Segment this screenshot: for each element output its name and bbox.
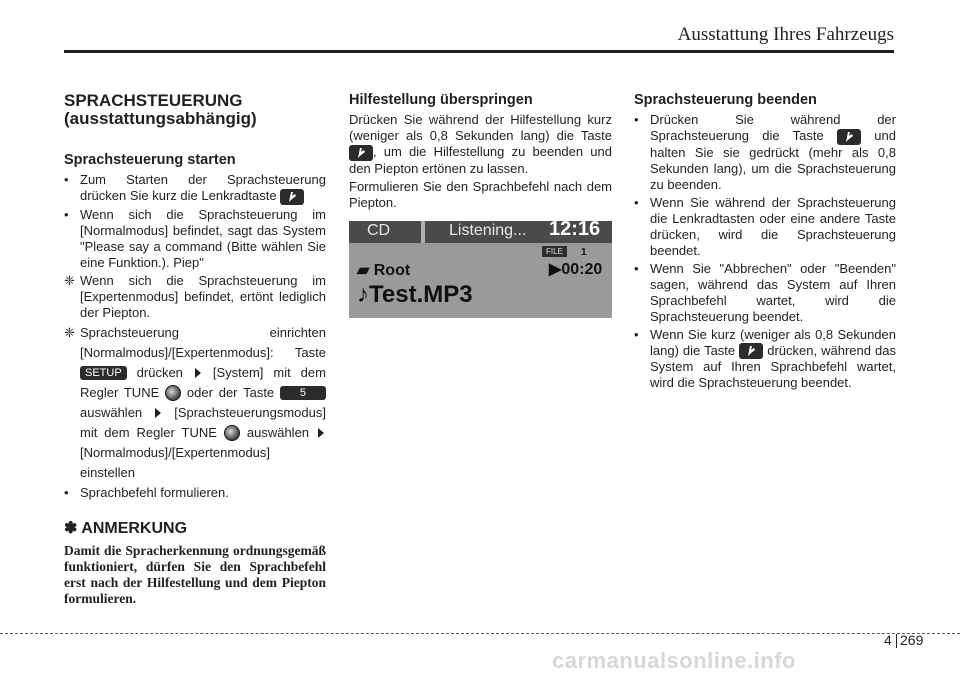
arrow-right-icon bbox=[155, 408, 161, 418]
item-text: Wenn Sie kurz (weniger als 0,8 Sekunden lang) die Taste bbox=[650, 326, 896, 358]
column-1 bbox=[64, 92, 326, 607]
section-title-line1: SPRACHSTEUERUNG bbox=[64, 91, 243, 110]
elapsed-time: 00:20 bbox=[561, 260, 603, 278]
arrow-right-icon bbox=[318, 428, 324, 438]
item-text: drücken bbox=[136, 364, 183, 380]
display-source: CD bbox=[367, 221, 391, 239]
chapter-number: 4 bbox=[884, 632, 892, 648]
page-separator bbox=[896, 634, 897, 648]
setup-key: SETUP bbox=[80, 366, 127, 380]
voice-key-icon bbox=[837, 129, 861, 145]
para-text: Drücken Sie während der Hilfestellung kurz (weniger als 0,8 Sekunden lang) die Taste bbox=[349, 112, 612, 143]
item-text: oder der Taste bbox=[186, 384, 275, 400]
paragraph: Formulieren Sie den Sprachbefehl nach dem Piepton. bbox=[349, 178, 612, 210]
list-item: • Sprachbefehl formulieren. bbox=[64, 484, 229, 500]
skip-help-heading: Hilfestellung überspringen bbox=[349, 92, 533, 108]
tune-knob-icon bbox=[224, 425, 240, 441]
display-file-number: 1 bbox=[581, 246, 587, 258]
item-text: Sprachbefehl formulieren. bbox=[80, 484, 229, 500]
item-text: [Normalmodus]/[Expertenmodus] einstellen bbox=[80, 444, 271, 480]
voice-key-icon bbox=[280, 189, 304, 205]
note-body: Damit die Spracherkennung ordnungsgemäß funktioniert, dürfen Sie den Sprachbefehl erst nach der Hilfestellung und dem Piepton formulieren. bbox=[64, 542, 326, 606]
list-item: • Wenn sich die Sprachsteuerung im [Normalmodus] befindet, sagt das System "Please say a command (Bitte wählen Sie eine Funktion.). Piep" bbox=[64, 206, 326, 270]
item-text: Wenn sich die Sprachsteuerung im [Normalmodus] befindet, sagt das System "Please say a command (Bitte wählen Sie eine Funktion.). Piep" bbox=[80, 206, 326, 270]
voice-key-icon bbox=[739, 343, 763, 359]
list-item: • Wenn Sie "Abbrechen" oder "Beenden" sagen, während das System auf Ihren Sprachbefehl wartet, wird die Sprachsteuerung beendet. bbox=[634, 260, 896, 324]
column-3 bbox=[634, 92, 896, 393]
display-file-label: FILE bbox=[542, 246, 567, 257]
display-divider bbox=[421, 221, 425, 243]
item-text: drücken, während das System auf Ihren Sprachbefehl wartet, wird die Sprachsteuerung beendet. bbox=[650, 342, 896, 391]
item-text: und halten Sie sie gedrückt (mehr als 0,8 Sekunden lang), um die Sprachsteuerung zu beenden. bbox=[650, 128, 896, 192]
display-listening: Listening... bbox=[449, 221, 527, 239]
watermark: carmanualsonline.info bbox=[552, 648, 796, 673]
display-track: ♪Test.MP3 bbox=[357, 280, 473, 308]
paragraph bbox=[349, 112, 612, 177]
item-text: [System] mit dem Regler TUNE bbox=[80, 364, 326, 400]
running-header-title: Ausstattung Ihres Fahrzeugs bbox=[677, 24, 894, 45]
list-item: • Wenn Sie kurz (weniger als 0,8 Sekunden lang) die Taste drücken, während das System auf Ihren Sprachbefehl wartet, wird die Sprachsteuerung beendet. bbox=[634, 326, 896, 391]
list-item: • Zum Starten der Sprachsteuerung drücken Sie kurz die Lenkradtaste bbox=[64, 172, 326, 203]
header-rule bbox=[64, 50, 894, 53]
item-text: Zum Starten der Sprachsteuerung drücken Sie kurz die Lenkradtaste bbox=[80, 172, 326, 203]
para-text: , um die Hilfestellung zu beenden und den Piepton ertönen zu lassen. bbox=[349, 144, 612, 176]
note-item: ❈ Sprachsteuerung einrichten [Normalmodus]/[Expertenmodus]: Taste SETUP drücken [System] mit dem Regler TUNE oder der Taste 5 auswählen [Sprachsteuerungsmodus] mit dem Regler TUNE auswählen [Normalmodus]/[Expertenmodus] einstellen bbox=[64, 324, 326, 480]
section-title bbox=[64, 92, 326, 128]
item-text: Wenn Sie während der Sprachsteuerung die Lenkradtasten oder eine andere Taste drücken, wird die Sprachsteuerung beendet. bbox=[650, 194, 896, 258]
section-title-line2: (ausstattungsabhängig) bbox=[64, 109, 257, 128]
item-text: [Sprachsteuerungsmodus] mit dem Regler TUNE bbox=[80, 404, 326, 440]
item-text: auswählen bbox=[246, 424, 310, 440]
track-name: Test.MP3 bbox=[369, 280, 473, 308]
item-text: Sprachsteuerung einrichten [Normalmodus]/[Expertenmodus]: Taste bbox=[80, 324, 326, 360]
list-item: • Drücken Sie während der Sprachsteuerung die Taste und halten Sie sie gedrückt (mehr als 0,8 Sekunden lang), um die Sprachsteuerung zu beenden. bbox=[634, 112, 896, 192]
arrow-right-icon bbox=[195, 368, 201, 378]
key-5: 5 bbox=[280, 386, 326, 400]
note-item: ❈ Wenn sich die Sprachsteuerung im [Expertenmodus] befindet, ertönt lediglich der Piepton. bbox=[64, 272, 326, 320]
item-text: auswählen bbox=[80, 404, 143, 420]
display-folder: ▰ Root bbox=[357, 261, 411, 279]
note-heading: ✽ ANMERKUNG bbox=[64, 519, 188, 537]
display-clock: 12:16 bbox=[549, 220, 601, 240]
display-elapsed: ▶00:20 bbox=[549, 260, 603, 278]
item-text: Wenn Sie "Abbrechen" oder "Beenden" sagen, während das System auf Ihren Sprachbefehl wartet, wird die Sprachsteuerung beendet. bbox=[650, 260, 896, 324]
column-2 bbox=[349, 92, 612, 318]
list-item: • Wenn Sie während der Sprachsteuerung die Lenkradtasten oder eine andere Taste drücken, wird die Sprachsteuerung beendet. bbox=[634, 194, 896, 258]
end-heading: Sprachsteuerung beenden bbox=[634, 92, 817, 108]
voice-key-icon bbox=[349, 145, 373, 161]
folder-name: Root bbox=[373, 261, 411, 279]
footer-rule bbox=[0, 633, 960, 634]
tune-knob-icon bbox=[165, 385, 181, 401]
page-number: 269 bbox=[900, 632, 924, 648]
item-text: Wenn sich die Sprachsteuerung im [Expertenmodus] befindet, ertönt lediglich der Piepton. bbox=[80, 272, 326, 320]
start-heading: Sprachsteuerung starten bbox=[64, 152, 236, 168]
audio-display-screenshot bbox=[349, 221, 612, 318]
item-text: Drücken Sie während der Sprachsteuerung die Taste bbox=[650, 112, 896, 143]
